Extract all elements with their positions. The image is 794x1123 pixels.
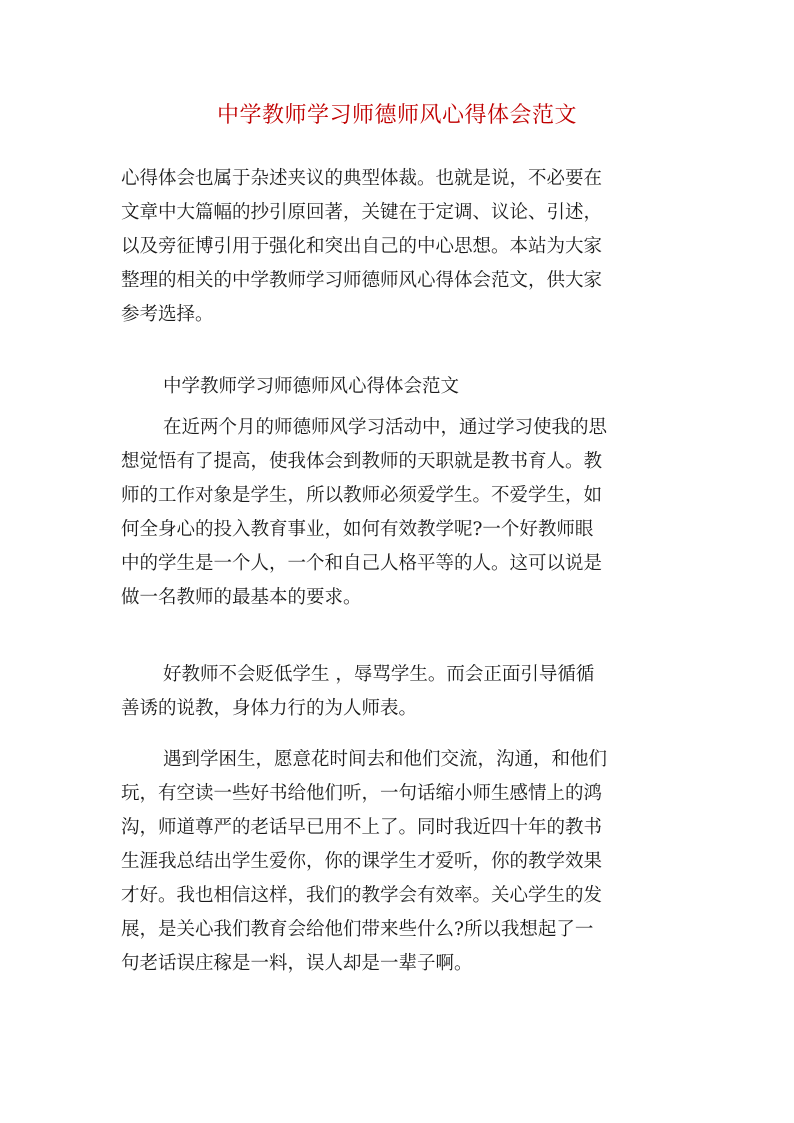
paragraph-line: 在近两个月的师德师风学习活动中，通过学习使我的思 (163, 417, 608, 438)
paragraph-line: 遇到学困生，愿意花时间去和他们交流，沟通，和他们 (163, 749, 608, 770)
paragraph-3 (121, 743, 677, 981)
intro-paragraph (121, 162, 677, 332)
paragraph-1 (121, 411, 677, 615)
paragraph-line: 生涯我总结出学生爱你，你的课学生才爱听，你的教学效果 (121, 851, 603, 872)
intro-line: 参考选择。 (121, 304, 214, 325)
paragraph-line: 好教师不会贬低学生 ，辱骂学生。而会正面引导循循 (163, 664, 595, 685)
intro-line: 文章中大篇幅的抄引原回著，关键在于定调、议论、引述， (121, 202, 603, 223)
intro-line: 整理的相关的中学教师学习师德师风心得体会范文，供大家 (121, 270, 603, 291)
paragraph-line: 善诱的说教，身体力行的为人师表。 (121, 698, 418, 719)
paragraph-2 (121, 658, 677, 726)
paragraph-line: 中的学生是一个人，一个和自己人格平等的人。这可以说是 (121, 553, 603, 574)
paragraph-line: 展，是关心我们教育会给他们带来些什么?所以我想起了一 (121, 919, 594, 940)
paragraph-line: 句老话误庄稼是一料，误人却是一辈子啊。 (121, 953, 473, 974)
paragraph-line: 何全身心的投入教育事业，如何有效教学呢?一个好教师眼 (121, 519, 594, 540)
intro-line: 以及旁征博引用于强化和突出自己的中心思想。本站为大家 (121, 236, 603, 257)
paragraph-line: 师的工作对象是学生，所以教师必须爱学生。不爱学生，如 (121, 485, 603, 506)
subheading-block (121, 370, 677, 404)
paragraph-line: 想觉悟有了提高，使我体会到教师的天职就是教书育人。教 (121, 451, 603, 472)
paragraph-line: 才好。我也相信这样，我们的教学会有效率。关心学生的发 (121, 885, 603, 906)
paragraph-line: 玩，有空读一些好书给他们听，一句话缩小师生感情上的鸿 (121, 783, 603, 804)
subheading: 中学教师学习师德师风心得体会范文 (163, 376, 460, 397)
paragraph-line: 做一名教师的最基本的要求。 (121, 587, 362, 608)
paragraph-line: 沟，师道尊严的老话早已用不上了。同时我近四十年的教书 (121, 817, 603, 838)
intro-line: 心得体会也属于杂述夹议的典型体裁。也就是说，不必要在 (121, 168, 603, 189)
document-title: 中学教师学习师德师风心得体会范文 (216, 103, 577, 128)
